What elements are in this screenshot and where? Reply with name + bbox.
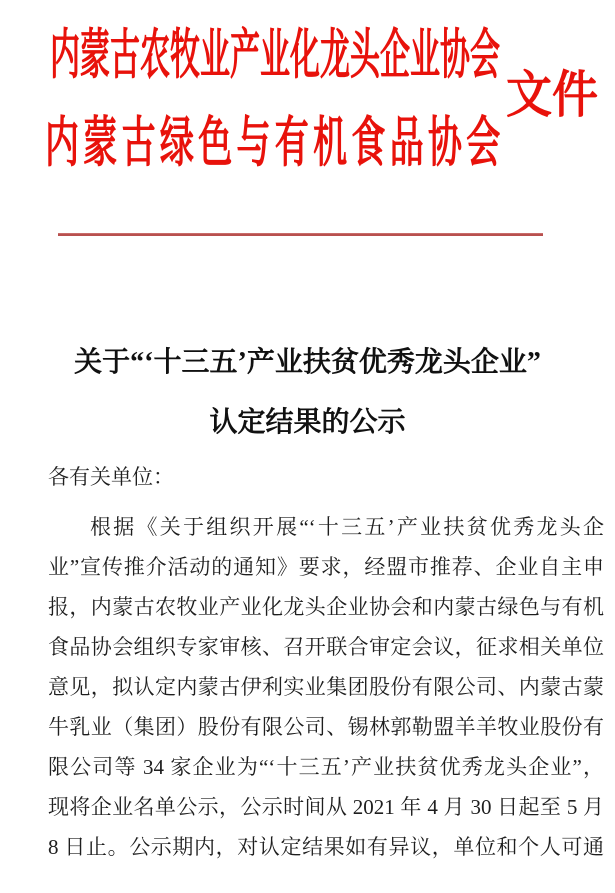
paragraph-line: 意见，拟认定内蒙古伊利实业集团股份有限公司、内蒙古蒙 [48,675,604,699]
salutation: 各有关单位： [48,465,174,489]
paragraph-line: 牛乳业（集团）股份有限公司、锡林郭勒盟羊羊牧业股份有 [48,715,604,739]
red-separator-line [58,233,543,236]
paragraph-line: 限公司等 34 家企业为“‘十三五’产业扶贫优秀龙头企业”， [48,755,604,779]
document-title-line-1: 关于“‘十三五’产业扶贫优秀龙头企业” [74,347,541,378]
org-name-line-1: 内蒙古农牧业产业化龙头企业协会 [50,26,500,86]
paragraph-line: 根据《关于组织开展“‘十三五’产业扶贫优秀龙头企 [90,515,604,539]
paragraph-line: 现将企业名单公示，公示时间从 2021 年 4 月 30 日起至 5 月 [48,795,604,819]
paragraph-line: 8 日止。公示期内，对认定结果如有异议，单位和个人可通 [48,835,604,859]
document-word-label: 文件 [506,66,598,123]
document-title-line-2: 认定结果的公示 [209,407,406,438]
paragraph-line: 报，内蒙古农牧业产业化龙头企业协会和内蒙古绿色与有机 [48,595,604,619]
paragraph-line: 食品协会组织专家审核、召开联合审定会议，征求相关单位 [48,635,604,659]
document-title [0,333,615,453]
org-name-line-2: 内蒙古绿色与有机食品协会 [45,114,505,174]
paragraph-line: 业”宣传推介活动的通知》要求，经盟市推荐、企业自主申 [48,555,604,579]
body-paragraph [48,507,604,867]
